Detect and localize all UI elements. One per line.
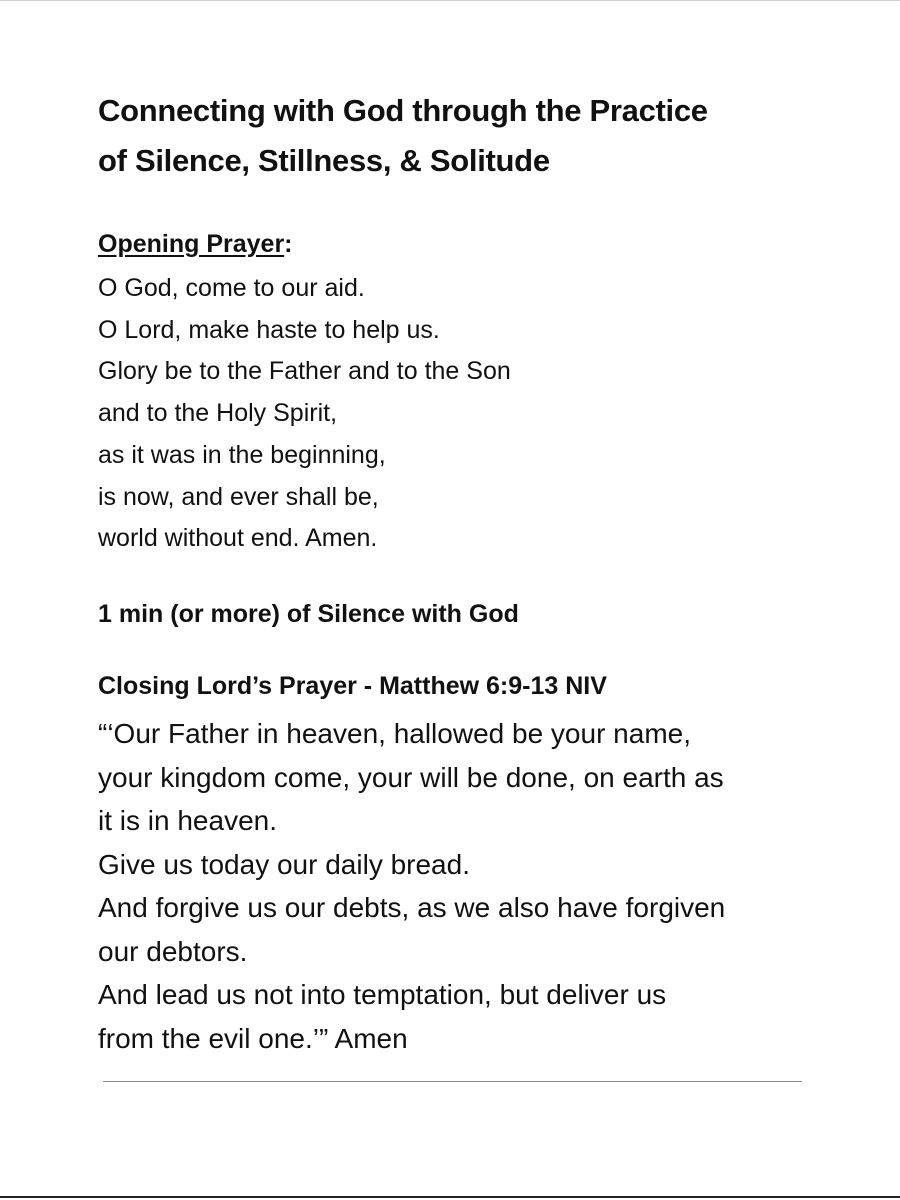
page-title	[98, 86, 803, 186]
lords-prayer-text	[98, 712, 803, 1061]
prayer-line: your kingdom come, your will be done, on earth as	[98, 761, 724, 793]
prayer-line: it is in heaven.	[98, 805, 277, 837]
prayer-line: world without end. Amen.	[98, 524, 378, 553]
opening-prayer-heading-colon: :	[284, 230, 293, 258]
document-body	[98, 86, 803, 1061]
prayer-line: our debtors.	[98, 935, 248, 967]
closing-prayer-heading: Closing Lord’s Prayer - Matthew 6:9-13 NIV	[98, 671, 607, 700]
prayer-line: from the evil one.’” Amen	[98, 1023, 408, 1055]
prayer-line: as it was in the beginning,	[98, 440, 386, 469]
silence-heading: 1 min (or more) of Silence with God	[98, 599, 519, 628]
prayer-line: O God, come to our aid.	[98, 274, 365, 302]
top-border	[0, 0, 900, 1]
prayer-line: Glory be to the Father and to the Son	[98, 357, 511, 386]
prayer-line: is now, and ever shall be,	[98, 482, 379, 511]
opening-prayer-text	[98, 268, 803, 560]
prayer-line: And lead us not into temptation, but deliver us	[98, 979, 667, 1011]
prayer-line: “‘Our Father in heaven, hallowed be your name,	[98, 717, 691, 749]
prayer-line: And forgive us our debts, as we also have forgiven	[98, 892, 726, 924]
prayer-line: Give us today our daily bread.	[98, 848, 470, 880]
prayer-line: O Lord, make haste to help us.	[98, 315, 440, 344]
opening-prayer-heading-label: Opening Prayer	[98, 230, 285, 258]
prayer-line: and to the Holy Spirit,	[98, 399, 338, 428]
title-line: Connecting with God through the Practice	[98, 93, 708, 128]
title-line: of Silence, Stillness, & Solitude	[98, 143, 550, 178]
opening-prayer-heading	[98, 228, 803, 260]
horizontal-divider	[103, 1081, 802, 1082]
bottom-border	[0, 1196, 900, 1198]
